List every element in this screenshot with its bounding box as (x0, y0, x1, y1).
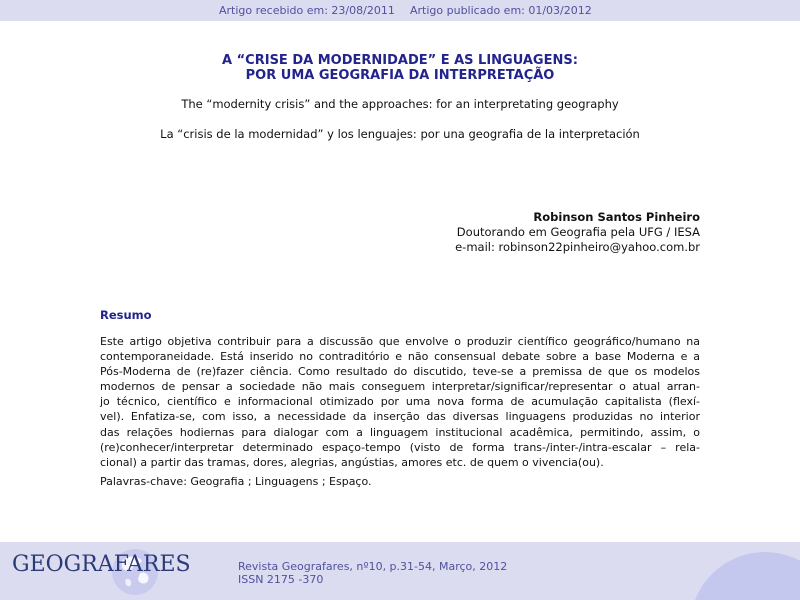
article-title (0, 53, 800, 83)
author-affiliation: Doutorando em Geografia pela UFG / IESA (456, 225, 700, 239)
footer-band (0, 542, 800, 600)
published-date: Artigo publicado em: 01/03/2012 (410, 4, 592, 17)
abstract-line: (re)conhecer/interpretar determinado espaço-tempo (visto de forma trans-/inter-/intra-escalar – rela- (100, 440, 700, 454)
abstract-line: Pós-Moderna de (re)fazer ciência. Como resultado do discutido, teve-se a premissa de que os modelos (100, 365, 700, 379)
keywords: Palavras-chave: Geografia ; Linguagens ; Espaço. (100, 475, 372, 488)
abstract-line: jo técnico, científico e informacional otimizado por uma nova forma de acumulação capitalista (flexí- (100, 395, 700, 409)
abstract-line: Este artigo objetiva contribuir para a discussão que envolve o produzir científico geográfico/humano na (100, 335, 700, 348)
english-title: The “modernity crisis” and the approaches: for an interpretating geography (181, 97, 619, 111)
journal-citation (238, 560, 507, 586)
abstract-line: vel). Enfatiza-se, com isso, a necessidade da inserção das diversas linguagens produzidas no interior (100, 410, 700, 424)
abstract-line: contemporaneidade. Está inserido no contraditório e não consensual debate sobre a base Moderna e a (100, 350, 700, 364)
spanish-title: La “crisis de la modernidad” y los lenguajes: por una geografia de la interpretación (160, 127, 640, 141)
author-block (455, 210, 700, 255)
title-line-2: POR UMA GEOGRAFIA DA INTERPRETAÇÃO (245, 68, 555, 83)
abstract-text (100, 334, 700, 470)
journal-issn: ISSN 2175 -370 (238, 573, 324, 586)
received-date: Artigo recebido em: 23/08/2011 (219, 4, 395, 17)
author-name: Robinson Santos Pinheiro (533, 210, 700, 224)
abstract-line: cional) a partir das tramas, dores, alegrias, angústias, amores etc. de quem o vivencia(ou). (100, 455, 604, 469)
author-email: e-mail: robinson22pinheiro@yahoo.com.br (455, 240, 700, 254)
journal-logo: GEOGRAFARES (12, 552, 191, 577)
decorative-globe-icon (690, 552, 800, 600)
abstract-line: modernos de pensar a sociedade não mais conseguem interpretar/significar/representar o atual arran- (100, 380, 700, 394)
header-band (0, 0, 800, 21)
abstract-heading: Resumo (100, 308, 152, 322)
title-line-1: A “CRISE DA MODERNIDADE” E AS LINGUAGENS: (222, 53, 578, 68)
abstract-line: das relações hodiernas para dialogar com a linguagem institucional acadêmica, permitindo, assim, o (100, 425, 700, 439)
journal-info: Revista Geografares, nº10, p.31-54, Março, 2012 (238, 560, 508, 573)
